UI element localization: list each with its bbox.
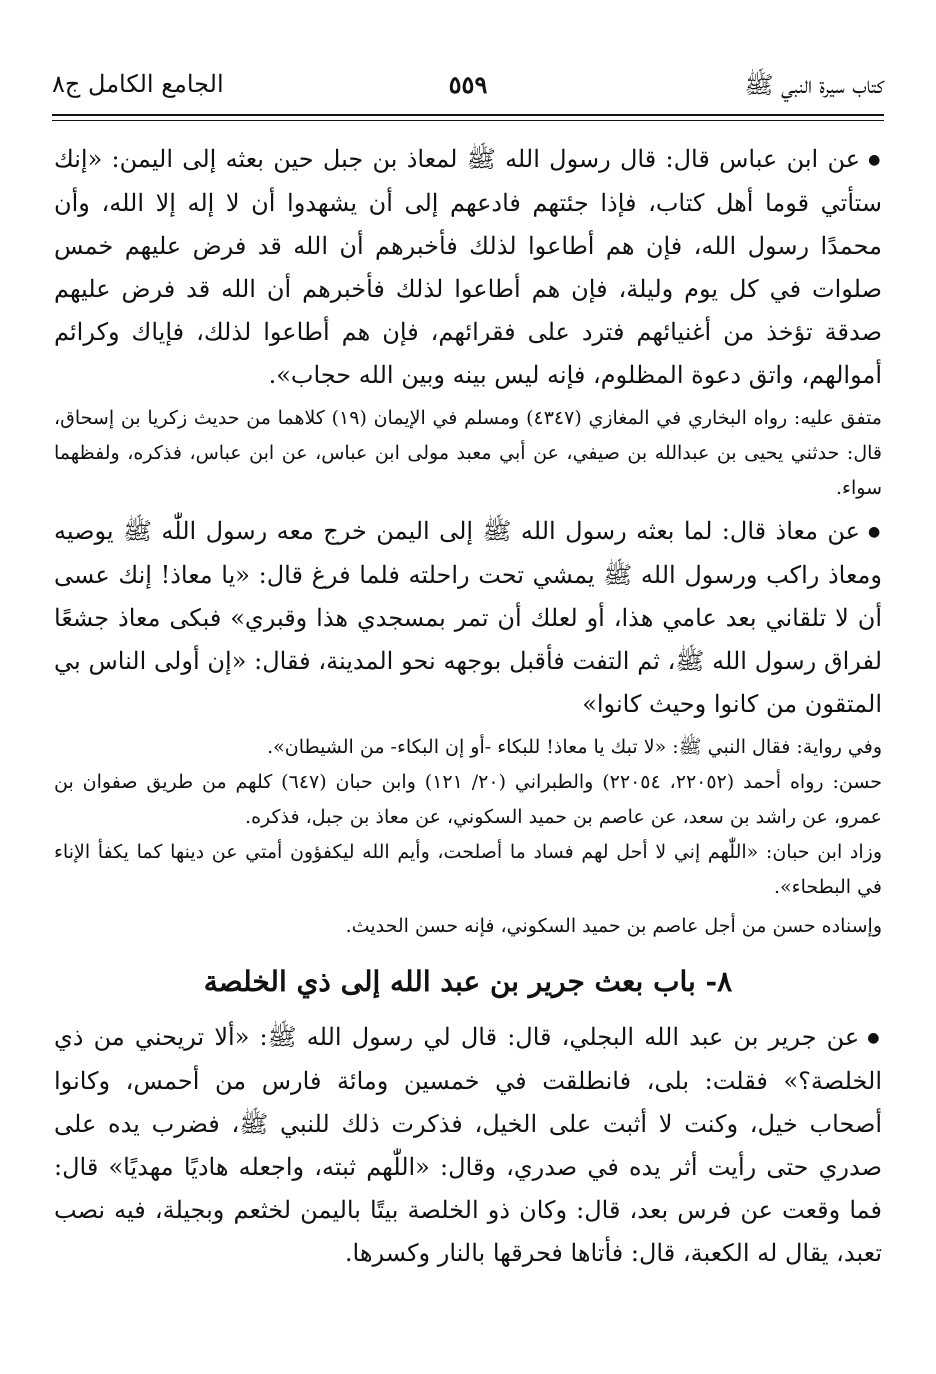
bullet-icon: ● — [868, 152, 882, 168]
hadith-ibn-abbas — [54, 138, 882, 397]
isnad-note: وإسناده حسن من أجل عاصم بن حميد السكوني، فإنه حسن الحديث. — [345, 915, 882, 937]
hadith-muadh — [54, 510, 882, 726]
takhrij-note: متفق عليه: رواه البخاري في المغازي (٤٣٤٧) ومسلم في الإيمان (١٩) كلاهما من حديث زكريا بن إسحاق، قال: حدثني يحيى بن عبدالله بن صيفي، عن أبي معبد مولى ابن عباس، عن ابن عباس، فذكره، ولفظهما سواء. — [54, 407, 882, 499]
header-rule — [52, 114, 884, 121]
riwayah-note: وفي رواية: فقال النبي ﷺ: «لا تبك يا معاذ! للبكاء -أو إن البكاء- من الشيطان». — [267, 736, 882, 758]
ziyadah-note: وزاد ابن حبان: «اللّٰهم إني لا أحل لهم فساد ما أصلحت، وأيم الله ليكفؤون أمتي عن دينها كما يكفأ الإناء في البطحاء». — [54, 841, 882, 898]
running-header — [52, 64, 884, 108]
hadith-text: عن معاذ قال: لما بعثه رسول الله ﷺ إلى اليمن خرج معه رسول اللّٰه ﷺ يوصيه ومعاذ راكب ورسول الله ﷺ يمشي تحت راحلته فلما فرغ قال: «يا معاذ! إنك عسى أن لا تلقاني بعد عامي هذا، أو لعلك أن تمر بمسجدي هذا وقبري» فبكى معاذ جشعًا لفراق رسول الله ﷺ، ثم التفت فأقبل بوجهه نحو المدينة، فقال: «إن أولى الناس بي المتقون من كانوا وحيث كانوا» — [54, 517, 882, 718]
volume-title: الجامع الكامل ج٨ — [52, 70, 224, 98]
hadith-jarir — [54, 1016, 882, 1275]
bullet-icon: ● — [867, 1030, 882, 1046]
page-number: ٥٥٩ — [448, 70, 488, 99]
takhrij-note: حسن: رواه أحمد (٢٢٠٥٢، ٢٢٠٥٤) والطبراني (٢٠/ ١٢١) وابن حبان (٦٤٧) كلهم من طريق صفوان بن عمرو، عن راشد بن سعد، عن عاصم بن حميد السكوني، عن معاذ بن جبل، فذكره. — [54, 771, 883, 828]
bullet-icon: ● — [868, 524, 883, 540]
hadith-text: عن جرير بن عبد الله البجلي، قال: قال لي رسول الله ﷺ: «ألا تريحني من ذي الخلصة؟» فقلت: بلى، فانطلقت في خمسين ومائة فارس من أحمس، وكانوا أصحاب خيل، وكنت لا أثبت على الخيل، فذكرت ذلك للنبي ﷺ، فضرب يده على صدري حتى رأيت أثر يده في صدري، وقال: «اللّٰهم ثبته، واجعله هاديًا مهديًا» قال: فما وقعت عن فرس بعد، قال: وكان ذو الخلصة بيتًا باليمن لخثعم وبجيلة، فيه نصب تعبد، يقال له الكعبة، قال: فأتاها فحرقها بالنار وكسرها. — [54, 1023, 882, 1267]
book-title: كتاب سيرة النبي ﷺ — [744, 71, 884, 99]
chapter-heading: ٨- باب بعث جرير بن عبد الله إلى ذي الخلصة — [203, 965, 733, 998]
hadith-text: عن ابن عباس قال: قال رسول الله ﷺ لمعاذ بن جبل حين بعثه إلى اليمن: «إنك ستأتي قوما أهل كتاب، فإذا جئتهم فادعهم إلى أن يشهدوا أن لا إله إلا الله، وأن محمدًا رسول الله، فإن هم أطاعوا لذلك فأخبرهم أن الله قد فرض عليهم خمس صلوات في كل يوم وليلة، فإن هم أطاعوا لذلك فأخبرهم أن الله قد فرض عليهم صدقة تؤخذ من أغنيائهم فترد على فقرائهم، فإن هم أطاعوا لذلك، فإياك وكرائم أموالهم، واتق دعوة المظلوم، فإنه ليس بينه وبين الله حجاب». — [54, 145, 882, 389]
page-body — [54, 138, 882, 1275]
